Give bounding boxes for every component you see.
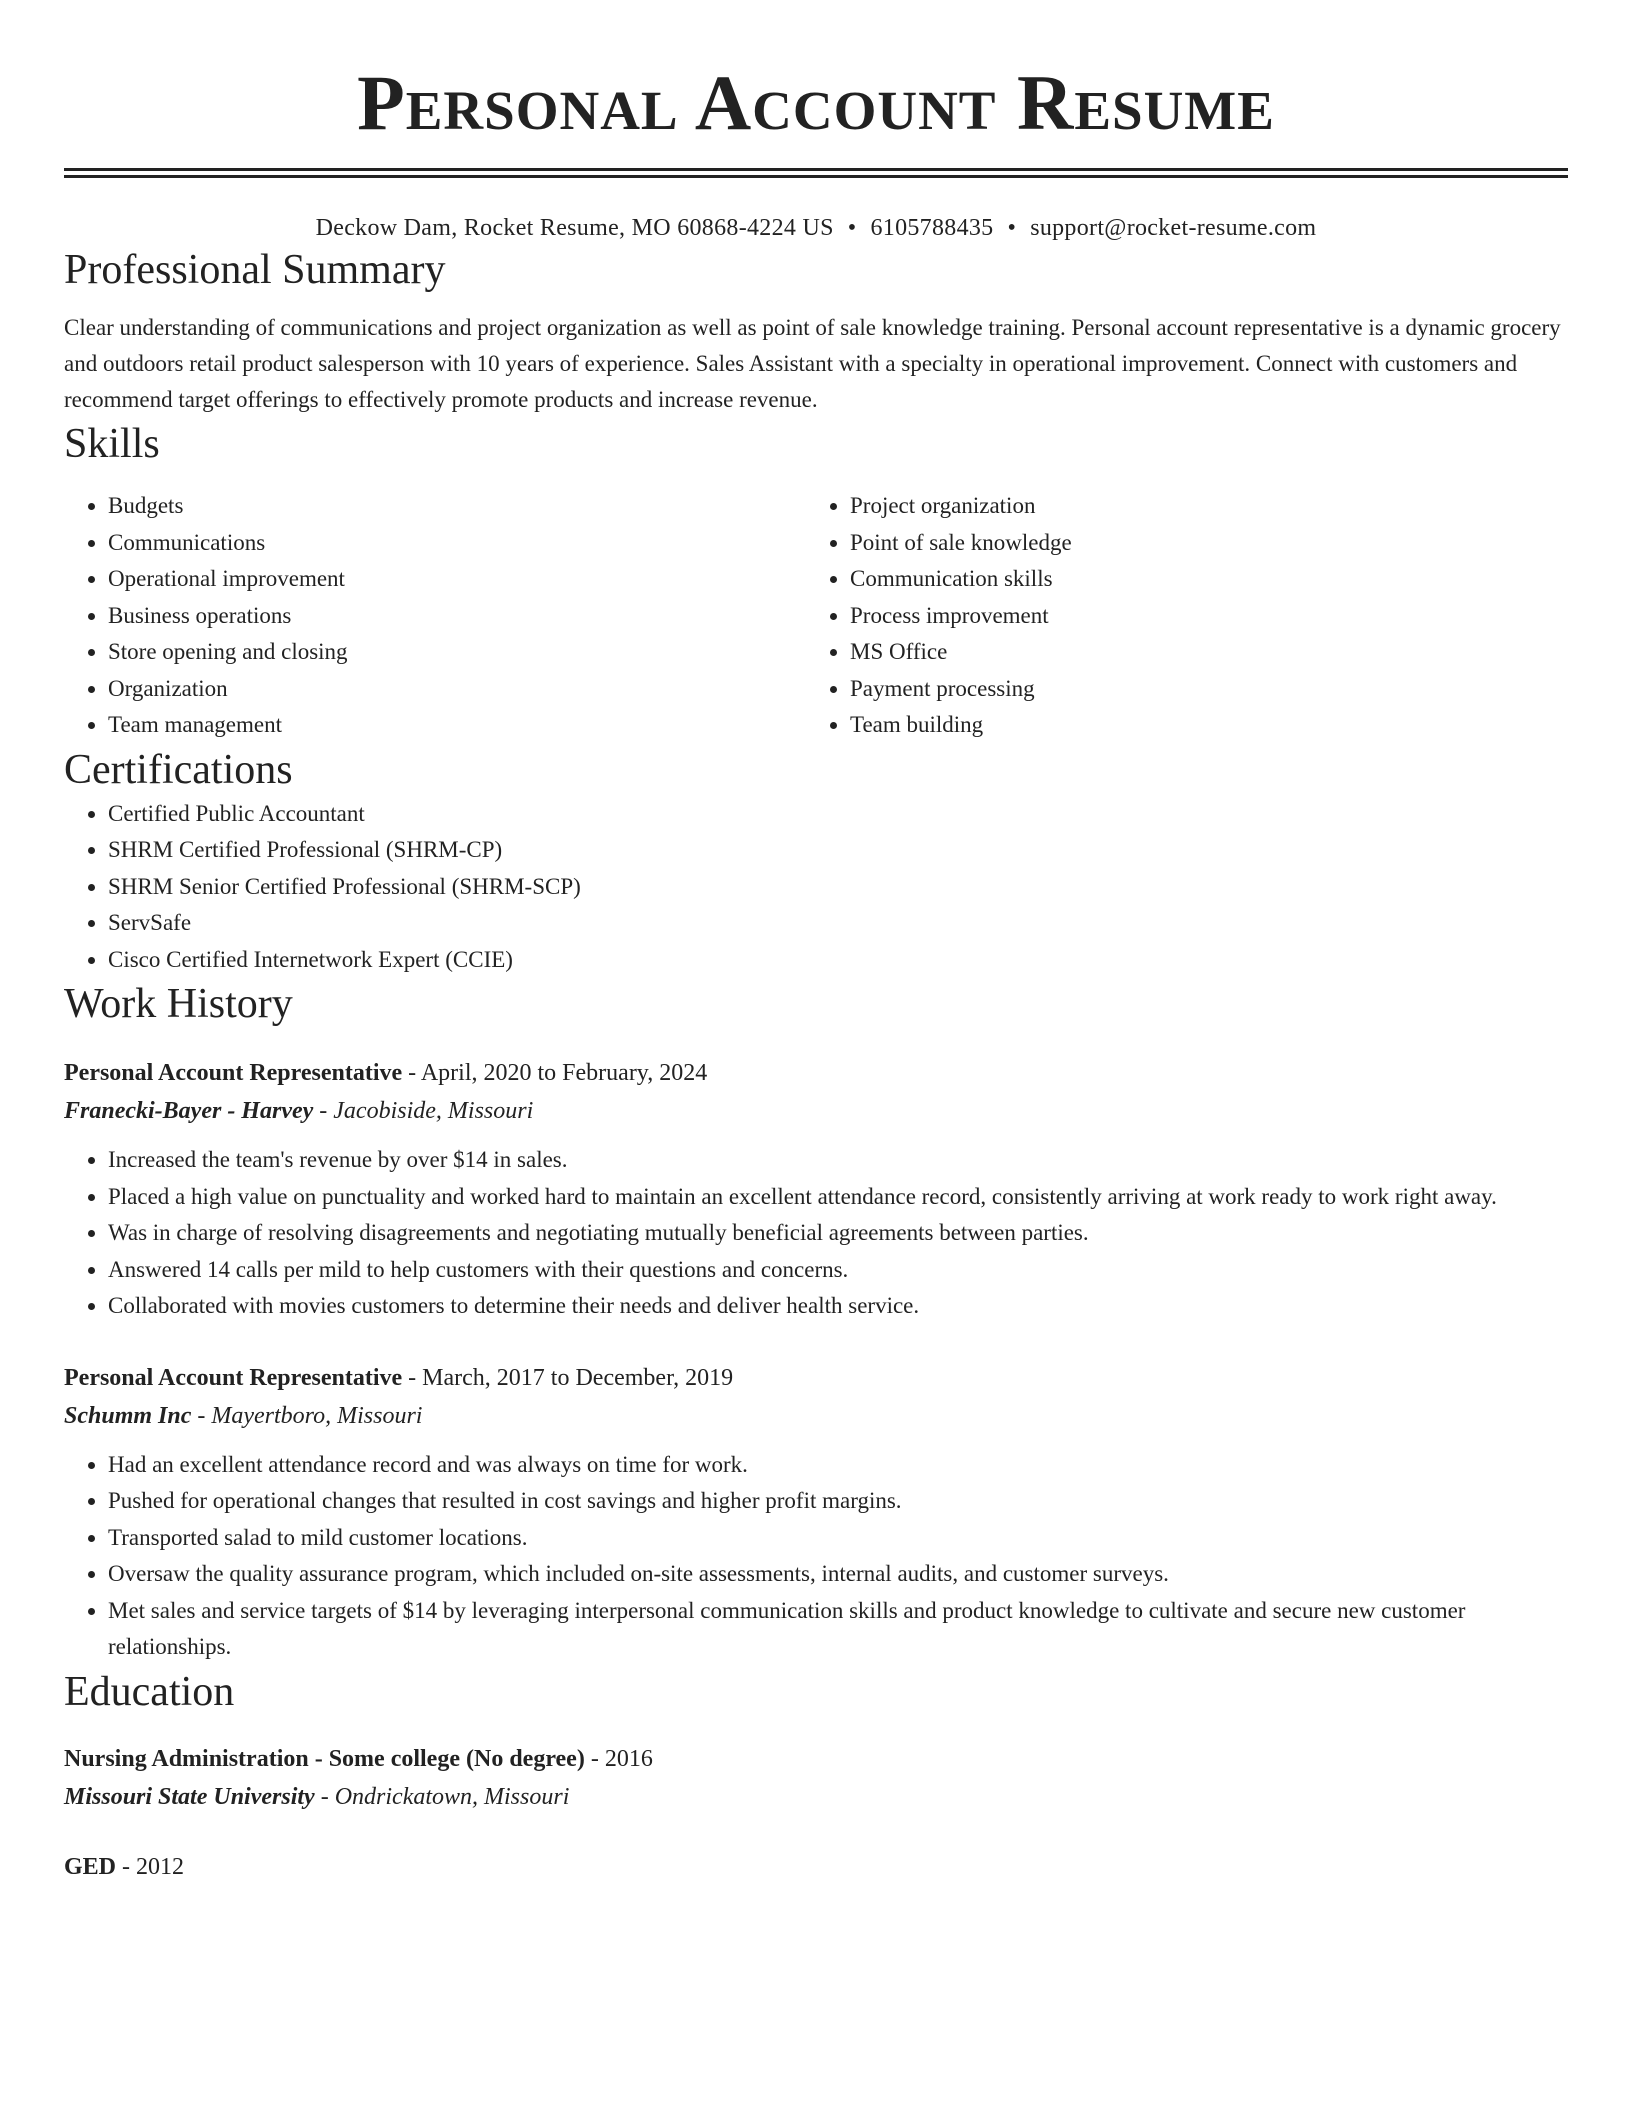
skill-item: • Team building [850, 707, 1072, 744]
skill-item: • Payment processing [850, 671, 1072, 708]
section-title-work-history: Work History [64, 981, 293, 1027]
skill-item: • Project organization [850, 488, 1072, 525]
job-bullet: • Was in charge of resolving disagreements and negotiating mutually beneficial agreements between parties. [108, 1215, 1568, 1252]
education-degree: Nursing Administration - Some college (No degree) [64, 1745, 585, 1772]
education-heading [64, 1740, 1568, 1778]
skill-item: • Operational improvement [108, 561, 806, 598]
section-title-education: Education [64, 1668, 235, 1715]
skills-column-left [64, 488, 806, 744]
job-bullet: • Transported salad to mild customer locations. [108, 1520, 1568, 1557]
education-entry [64, 1848, 1568, 1886]
title-divider [64, 168, 1568, 178]
certification-item: • SHRM Certified Professional (SHRM-CP) [108, 832, 1568, 869]
employer-name: Franecki-Bayer - Harvey [64, 1098, 314, 1124]
job-bullet: • Placed a high value on punctuality and worked hard to maintain an excellent attendance record, consistently arriving at work ready to work right away. [108, 1179, 1568, 1216]
job-bullet: • Met sales and service targets of $14 by leveraging interpersonal communication skills and product knowledge to cultivate and secure new customer relationships. [108, 1593, 1568, 1666]
job-heading [64, 1359, 1568, 1397]
certification-item: • Cisco Certified Internetwork Expert (CCIE) [108, 942, 1568, 979]
skill-item: • Team management [108, 707, 806, 744]
job-bullet: • Had an excellent attendance record and was always on time for work. [108, 1447, 1568, 1484]
job-dates: - April, 2020 to February, 2024 [402, 1060, 708, 1086]
job-entry [64, 1359, 1568, 1666]
contact-address: Deckow Dam, Rocket Resume, MO 60868-4224 US [315, 215, 834, 241]
job-role: Personal Account Representative [64, 1060, 403, 1086]
contact-phone[interactable]: 6105788435 [870, 215, 994, 241]
skill-item: • Budgets [108, 488, 806, 525]
section-title-skills: Skills [64, 421, 160, 467]
job-bullets [64, 1447, 1568, 1666]
job-bullets [64, 1142, 1568, 1325]
skill-item: • Business operations [108, 598, 806, 635]
employer-line [64, 1092, 1568, 1130]
education-heading [64, 1848, 1568, 1886]
skill-item: • Process improvement [850, 598, 1072, 635]
contact-separator: • [847, 215, 857, 241]
skills-column-right [806, 488, 1072, 744]
section-title-summary: Professional Summary [64, 247, 446, 293]
job-role: Personal Account Representative [64, 1364, 403, 1391]
job-heading [64, 1054, 1568, 1092]
skills-list [64, 488, 1568, 744]
skill-item: • Point of sale knowledge [850, 525, 1072, 562]
certifications-list [64, 796, 1568, 979]
education-year: - 2012 [116, 1853, 185, 1880]
summary-text: Clear understanding of communications and project organization as well as point of sale knowledge training. Personal account representative is a dynamic grocery and outdoors retail product salesperson with 10 years of experience. Sales Assistant with a specialty in operational improvement. Connect with customers and recommend target offerings to effectively promote products and increase revenue. [64, 315, 1561, 412]
school-name: Missouri State University [64, 1783, 315, 1810]
certification-item: • Certified Public Accountant [108, 796, 1568, 833]
school-location: - Ondrickatown, Missouri [314, 1783, 570, 1810]
job-bullet: • Answered 14 calls per mild to help customers with their questions and concerns. [108, 1252, 1568, 1289]
job-bullet: • Increased the team's revenue by over $14 in sales. [108, 1142, 1568, 1179]
school-line [64, 1778, 1568, 1816]
employer-location: - Mayertboro, Missouri [191, 1402, 423, 1429]
skill-item: • Organization [108, 671, 806, 708]
certification-item: • SHRM Senior Certified Professional (SHRM-SCP) [108, 869, 1568, 906]
section-title-certifications: Certifications [64, 746, 293, 793]
contact-line [64, 212, 1568, 244]
education-degree: GED [64, 1853, 117, 1880]
certification-item: • ServSafe [108, 905, 1568, 942]
employer-line [64, 1397, 1568, 1435]
employer-name: Schumm Inc [64, 1402, 192, 1429]
skill-item: • MS Office [850, 634, 1072, 671]
resume-title: Personal Account Resume [357, 59, 1275, 146]
education-year: - 2016 [584, 1745, 653, 1772]
contact-separator: • [1007, 215, 1017, 241]
job-entry [64, 1054, 1568, 1325]
job-bullet: • Oversaw the quality assurance program, which included on-site assessments, internal audits, and customer surveys. [108, 1556, 1568, 1593]
skill-item: • Store opening and closing [108, 634, 806, 671]
education-entry [64, 1740, 1568, 1816]
job-bullet: • Pushed for operational changes that resulted in cost savings and higher profit margins. [108, 1483, 1568, 1520]
contact-email[interactable]: support@rocket-resume.com [1030, 215, 1317, 241]
job-dates: - March, 2017 to December, 2019 [402, 1364, 734, 1391]
skill-item: • Communications [108, 525, 806, 562]
skill-item: • Communication skills [850, 561, 1072, 598]
employer-location: - Jacobiside, Missouri [313, 1098, 534, 1124]
job-bullet: • Collaborated with movies customers to determine their needs and deliver health service. [108, 1288, 1568, 1325]
